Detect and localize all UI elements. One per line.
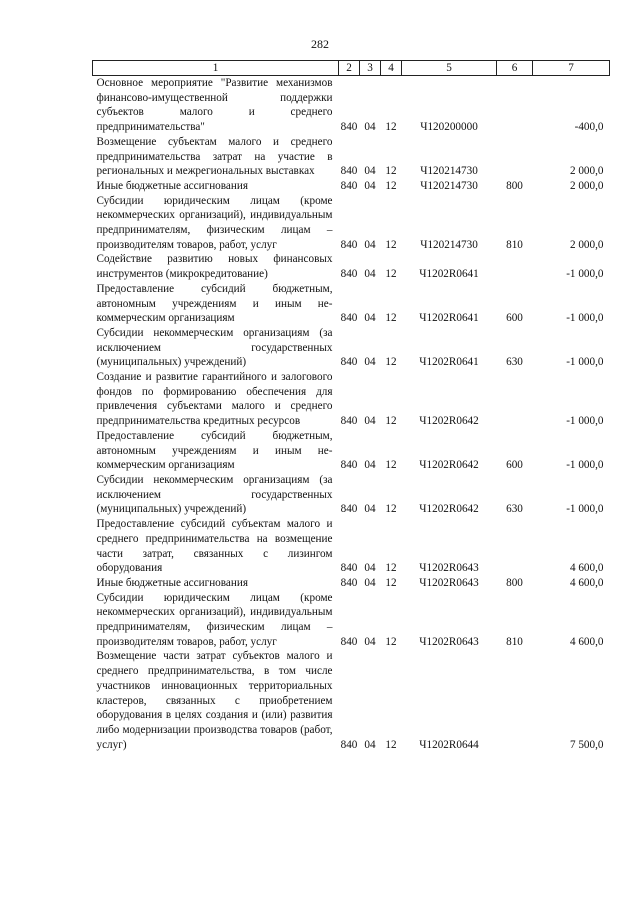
expense-type-code: 810 (506, 238, 523, 251)
expense-type-code (497, 76, 533, 135)
amount: 2 000,0 (569, 179, 604, 192)
expense-type-code (497, 252, 533, 281)
section-code: 04 (364, 415, 376, 428)
section-code: 04 (364, 562, 376, 575)
amount: 2 000,0 (569, 165, 604, 178)
expense-type-code: 600 (506, 459, 523, 472)
section-code: 04 (364, 268, 376, 281)
table-row (93, 649, 610, 752)
header-col-5: 5 (402, 61, 497, 76)
table-row (93, 179, 610, 194)
target-article-code: Ч120214730 (420, 179, 478, 192)
item-name: Предоставление субсидий субъектам малого и среднего предпринимательства на возмещение части затрат, связанных с лизингом оборудования (96, 518, 333, 575)
table-row (93, 282, 610, 326)
item-name: Предоставление субсидий бюджетным, автономным учреждениям и иным некоммерческим организациям (96, 282, 333, 325)
section-code: 04 (364, 121, 376, 134)
ministry-code: 840 (340, 503, 358, 516)
section-code: 04 (364, 179, 376, 192)
ministry-code: 840 (340, 165, 358, 178)
amount: 4 600,0 (569, 635, 604, 648)
header-col-1: 1 (93, 61, 339, 76)
target-article-code: Ч1202R0641 (419, 312, 479, 325)
table-row (93, 76, 610, 135)
subsection-code: 12 (385, 459, 397, 472)
ministry-code: 840 (340, 179, 358, 192)
table-header (93, 61, 610, 76)
target-article-code: Ч1202R0643 (419, 562, 479, 575)
ministry-code: 840 (340, 121, 358, 134)
amount: -1 000,0 (566, 503, 604, 516)
subsection-code: 12 (385, 238, 397, 251)
header-col-6: 6 (497, 61, 533, 76)
item-name: Содействие развитию новых финансовых инструментов (микрокредитование) (96, 253, 333, 281)
ministry-code: 840 (340, 312, 358, 325)
ministry-code: 840 (340, 576, 358, 589)
table-body (93, 76, 610, 753)
amount: -1 000,0 (566, 459, 604, 472)
item-name: Иные бюджетные ассигнования (96, 179, 248, 192)
section-code: 04 (364, 459, 376, 472)
ministry-code: 840 (340, 738, 358, 751)
subsection-code: 12 (385, 356, 397, 369)
amount: 7 500,0 (569, 738, 604, 751)
subsection-code: 12 (385, 738, 397, 751)
item-name: Возмещение части затрат субъектов малого и среднего предпринимательства, в том числе участников инновационных территориальных кластеров, связанных с приобретением оборудования в целях создания и (или) развития либо модернизации производства товаров (работ, услуг) (96, 650, 333, 751)
item-name: Возмещение субъектам малого и среднего предпринимательства затрат на участие в региональных и межрегиональных выставках (96, 135, 333, 178)
target-article-code: Ч1202R0642 (419, 459, 479, 472)
subsection-code: 12 (385, 165, 397, 178)
table-row (93, 194, 610, 253)
section-code: 04 (364, 356, 376, 369)
expense-type-code (497, 135, 533, 179)
expense-type-code (497, 649, 533, 752)
ministry-code: 840 (340, 415, 358, 428)
expense-type-code: 810 (506, 635, 523, 648)
budget-table (92, 60, 610, 752)
section-code: 04 (364, 576, 376, 589)
subsection-code: 12 (385, 503, 397, 516)
expense-type-code: 800 (506, 576, 523, 589)
header-col-7: 7 (533, 61, 610, 76)
subsection-code: 12 (385, 635, 397, 648)
table-row (93, 429, 610, 473)
amount: -400,0 (574, 121, 604, 134)
amount: -1 000,0 (566, 356, 604, 369)
target-article-code: Ч1202R0642 (419, 503, 479, 516)
expense-type-code: 800 (506, 179, 523, 192)
target-article-code: Ч1202R0641 (419, 356, 479, 369)
section-code: 04 (364, 635, 376, 648)
expense-type-code (497, 370, 533, 429)
ministry-code: 840 (340, 635, 358, 648)
target-article-code: Ч1202R0643 (419, 635, 479, 648)
target-article-code: Ч1202R0642 (419, 415, 479, 428)
expense-type-code: 630 (506, 356, 523, 369)
table-row (93, 370, 610, 429)
expense-type-code (497, 517, 533, 576)
target-article-code: Ч120214730 (420, 165, 478, 178)
target-article-code: Ч1202R0641 (419, 268, 479, 281)
amount: -1 000,0 (566, 312, 604, 325)
amount: -1 000,0 (566, 268, 604, 281)
section-code: 04 (364, 738, 376, 751)
item-name: Основное мероприятие "Развитие механизмов финансово-имущественной поддержки субъектов малого и среднего предпринимательства" (96, 77, 333, 134)
subsection-code: 12 (385, 268, 397, 281)
header-col-2: 2 (339, 61, 360, 76)
subsection-code: 12 (385, 576, 397, 589)
amount: -1 000,0 (566, 415, 604, 428)
target-article-code: Ч1202R0644 (419, 738, 479, 751)
page-number: 282 (311, 37, 329, 51)
item-name: Субсидии некоммерческим организациям (за исключением государственных (муниципальных) учреждений) (96, 473, 333, 516)
amount: 4 600,0 (569, 562, 604, 575)
section-code: 04 (364, 503, 376, 516)
ministry-code: 840 (340, 562, 358, 575)
subsection-code: 12 (385, 121, 397, 134)
header-row (93, 61, 610, 76)
table-row (93, 252, 610, 281)
header-col-3: 3 (360, 61, 381, 76)
item-name: Субсидии юридическим лицам (кроме некоммерческих организаций), индивидуальным предпринимателям, физическим лицам – производителям товаров, работ, услуг (96, 194, 333, 251)
expense-type-code: 630 (506, 503, 523, 516)
table-row (93, 326, 610, 370)
table-row (93, 576, 610, 591)
item-name: Субсидии юридическим лицам (кроме некоммерческих организаций), индивидуальным предпринимателям, физическим лицам – производителям товаров, работ, услуг (96, 591, 333, 648)
expense-type-code: 600 (506, 312, 523, 325)
table-row (93, 135, 610, 179)
section-code: 04 (364, 312, 376, 325)
amount: 2 000,0 (569, 238, 604, 251)
subsection-code: 12 (385, 312, 397, 325)
header-col-4: 4 (381, 61, 402, 76)
item-name: Предоставление субсидий бюджетным, автономным учреждениям и иным некоммерческим организациям (96, 429, 333, 472)
target-article-code: Ч120200000 (420, 121, 478, 134)
item-name: Иные бюджетные ассигнования (96, 576, 248, 589)
ministry-code: 840 (340, 356, 358, 369)
subsection-code: 12 (385, 415, 397, 428)
subsection-code: 12 (385, 179, 397, 192)
table-row (93, 473, 610, 517)
ministry-code: 840 (340, 268, 358, 281)
ministry-code: 840 (340, 238, 358, 251)
section-code: 04 (364, 165, 376, 178)
target-article-code: Ч1202R0643 (419, 576, 479, 589)
table-row (93, 517, 610, 576)
amount: 4 600,0 (569, 576, 604, 589)
ministry-code: 840 (340, 459, 358, 472)
section-code: 04 (364, 238, 376, 251)
item-name: Субсидии некоммерческим организациям (за исключением государственных (муниципальных) учреждений) (96, 326, 333, 369)
target-article-code: Ч120214730 (420, 238, 478, 251)
item-name: Создание и развитие гарантийного и залогового фондов по формированию обеспечения для привлечения субъектами малого и среднего предпринимательства кредитных ресурсов (96, 371, 333, 428)
table-row (93, 591, 610, 650)
subsection-code: 12 (385, 562, 397, 575)
